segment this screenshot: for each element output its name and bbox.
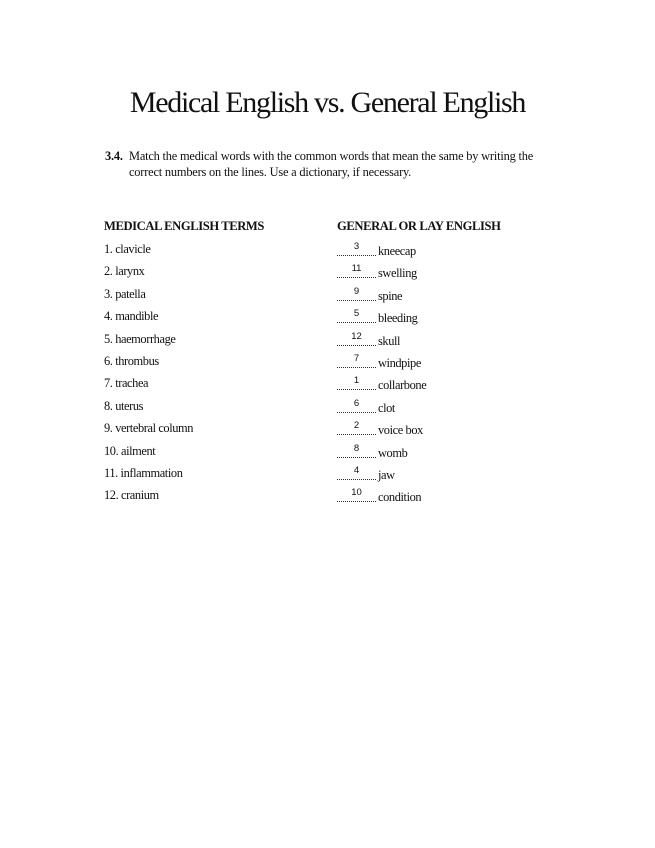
answer-value: 7 bbox=[353, 352, 360, 364]
answer-blank[interactable] bbox=[337, 241, 376, 256]
medical-term: 11. inflammation bbox=[104, 465, 183, 480]
answer-value: 1 bbox=[353, 375, 360, 387]
answer-blank[interactable] bbox=[337, 487, 376, 502]
lay-term: bleeding bbox=[378, 311, 418, 326]
instructions-line-2: correct numbers on the lines. Use a dictionary, if necessary. bbox=[129, 165, 412, 179]
exercise-instructions bbox=[105, 148, 575, 180]
lay-term: kneecap bbox=[378, 244, 416, 258]
lay-term: clot bbox=[378, 400, 395, 415]
lay-english-header: GENERAL OR LAY ENGLISH bbox=[337, 219, 501, 233]
answer-blank[interactable] bbox=[337, 331, 376, 346]
lay-term: spine bbox=[378, 288, 403, 303]
answer-value: 2 bbox=[353, 420, 360, 432]
medical-term: 9. vertebral column bbox=[104, 421, 194, 436]
lay-term-row bbox=[337, 353, 426, 375]
medical-term: 10. ailment bbox=[104, 443, 156, 458]
answer-value: 3 bbox=[353, 241, 360, 252]
lay-term-row bbox=[337, 443, 426, 465]
medical-term: 1. clavicle bbox=[104, 242, 151, 256]
answer-value: 6 bbox=[353, 397, 360, 409]
lay-term-row bbox=[337, 263, 426, 285]
lay-term: womb bbox=[378, 445, 408, 460]
answer-blank[interactable] bbox=[337, 375, 376, 390]
lay-english-list bbox=[337, 241, 426, 510]
medical-term: 4. mandible bbox=[104, 309, 159, 324]
medical-term: 6. thrombus bbox=[104, 353, 159, 368]
answer-blank[interactable] bbox=[337, 263, 376, 278]
lay-term-row bbox=[337, 241, 426, 263]
lay-term: condition bbox=[378, 490, 422, 505]
lay-term: skull bbox=[378, 333, 401, 348]
medical-terms-header: MEDICAL ENGLISH TERMS bbox=[104, 219, 265, 233]
medical-term: 8. uterus bbox=[104, 398, 144, 413]
lay-term: jaw bbox=[378, 467, 395, 482]
answer-value: 5 bbox=[353, 308, 360, 320]
answer-value: 8 bbox=[353, 442, 360, 454]
answer-value: 9 bbox=[353, 285, 360, 297]
medical-term: 3. patella bbox=[104, 286, 146, 301]
lay-term-row bbox=[337, 308, 426, 330]
answer-value: 10 bbox=[351, 487, 362, 499]
medical-term: 7. trachea bbox=[104, 376, 149, 391]
answer-blank[interactable] bbox=[337, 465, 376, 480]
medical-term: 2. larynx bbox=[104, 264, 145, 279]
answer-blank[interactable] bbox=[337, 398, 376, 413]
lay-term: voice box bbox=[378, 423, 423, 438]
lay-term: collarbone bbox=[378, 378, 427, 393]
page-title: Medical English vs. General English bbox=[129, 86, 526, 119]
lay-term-row bbox=[337, 465, 426, 487]
answer-value: 12 bbox=[351, 330, 362, 342]
medical-term: 12. cranium bbox=[104, 488, 159, 503]
medical-term: 5. haemorrhage bbox=[104, 331, 176, 346]
medical-terms-list bbox=[104, 241, 193, 510]
lay-term-row bbox=[337, 375, 426, 397]
lay-term-row bbox=[337, 331, 426, 353]
answer-value: 11 bbox=[351, 263, 362, 275]
answer-value: 4 bbox=[353, 464, 360, 476]
lay-term-row bbox=[337, 487, 426, 509]
instructions-line-1: Match the medical words with the common words that mean the same by writing the bbox=[129, 149, 534, 163]
answer-blank[interactable] bbox=[337, 420, 376, 435]
exercise-number: 3.4. bbox=[105, 149, 123, 163]
answer-blank[interactable] bbox=[337, 443, 376, 458]
answer-blank[interactable] bbox=[337, 353, 376, 368]
answer-blank[interactable] bbox=[337, 308, 376, 323]
lay-term: windpipe bbox=[378, 355, 421, 370]
lay-term-row bbox=[337, 286, 426, 308]
lay-term: swelling bbox=[378, 266, 417, 281]
lay-term-row bbox=[337, 398, 426, 420]
lay-term-row bbox=[337, 420, 426, 442]
answer-blank[interactable] bbox=[337, 286, 376, 301]
